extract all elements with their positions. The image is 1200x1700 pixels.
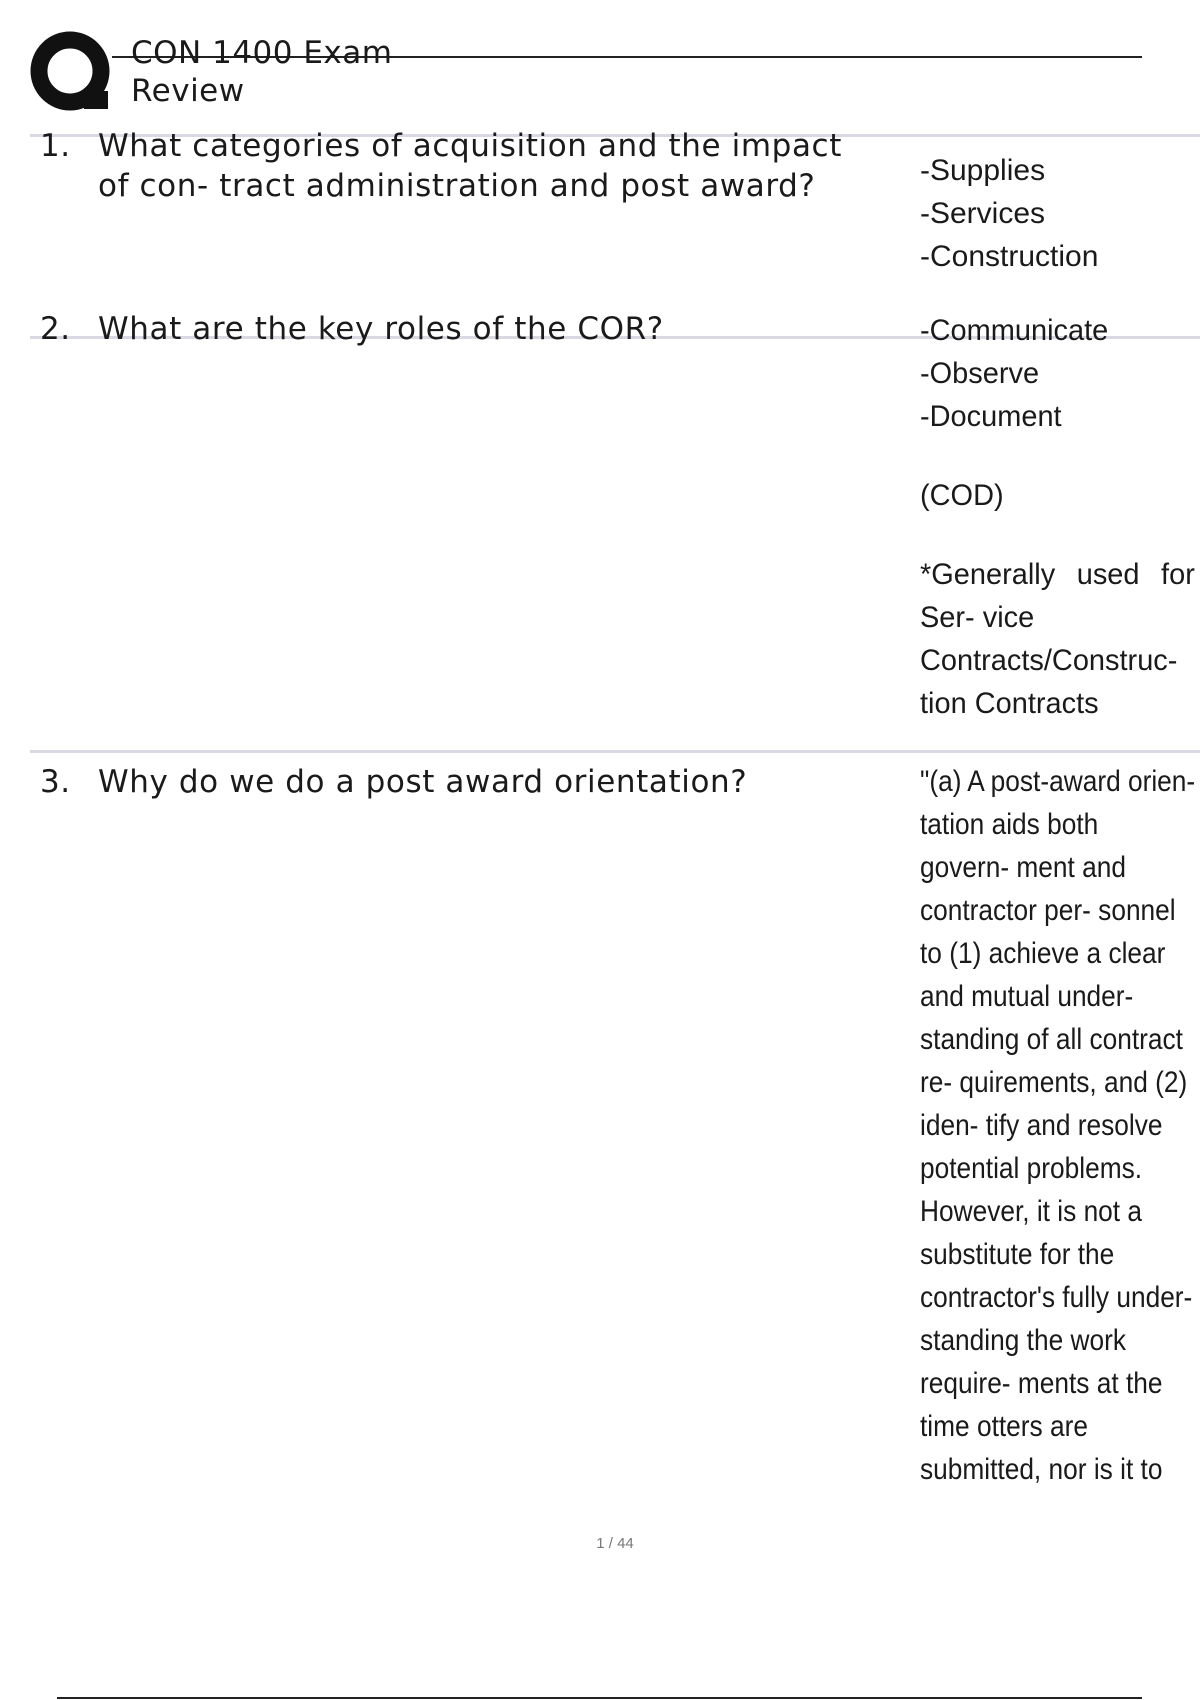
question-number: 3.: [40, 764, 71, 800]
answer-line: re- quirements, and (2): [920, 1066, 1188, 1099]
answer-note-line: [920, 596, 1154, 639]
quizlet-logo-icon: [30, 31, 112, 113]
page-title: [131, 34, 392, 110]
question-line: What categories of acquisition and the impact: [98, 128, 842, 164]
answer-text: [920, 760, 1195, 1491]
answer-line: and mutual under-: [920, 980, 1134, 1013]
question-text: Why do we do a post award orientation?: [98, 764, 748, 800]
answer-acronym: (COD): [920, 479, 1004, 512]
answer-line: standing of all contract: [920, 1023, 1183, 1056]
question-text: What are the key roles of the COR?: [98, 311, 664, 347]
answer-line: "(a) A post-award orien-: [920, 765, 1196, 798]
answer-line: standing the work: [920, 1324, 1126, 1357]
answer-line: submitted, nor is it to: [920, 1453, 1163, 1486]
answer-line: contractor per- sonnel: [920, 894, 1176, 927]
question-text: [98, 126, 888, 206]
answer-line: iden- tify and resolve: [920, 1109, 1163, 1142]
answer-text: [920, 309, 1195, 725]
card-divider: [30, 750, 1200, 753]
answer-line: substitute for the: [920, 1238, 1115, 1271]
answer-line: govern- ment and: [920, 851, 1126, 884]
answer-line: require- ments at the: [920, 1367, 1163, 1400]
footer-rule: [57, 1697, 1142, 1699]
answer-line: potential problems.: [920, 1152, 1143, 1185]
page-title-line2: Review: [131, 73, 245, 109]
answer-line: to (1) achieve a clear: [920, 937, 1166, 970]
answer-note-word: vice: [982, 601, 1035, 634]
question-number: 1.: [40, 128, 71, 164]
answer-line: -Communicate: [920, 314, 1109, 347]
question-line: of con- tract administration and post award?: [98, 168, 816, 204]
answer-note-line: tion Contracts: [920, 687, 1099, 720]
answer-line: time otters are: [920, 1410, 1088, 1443]
page-title-line1: CON 1400 Exam: [131, 35, 393, 71]
answer-line: -Supplies: [920, 154, 1046, 187]
question-number: 2.: [40, 311, 71, 347]
answer-line: -Document: [920, 400, 1062, 433]
answer-note-word: Ser-: [920, 601, 975, 634]
answer-note-line: Contracts/Construc-: [920, 644, 1178, 677]
answer-text: [920, 149, 1195, 278]
answer-line: contractor's fully under-: [920, 1281, 1193, 1314]
answer-line: -Observe: [920, 357, 1040, 390]
answer-line: -Construction: [920, 240, 1099, 273]
page-number: 1 / 44: [596, 1535, 634, 1552]
answer-line: tation aids both: [920, 808, 1099, 841]
answer-line: -Services: [920, 197, 1046, 230]
answer-note-line: *Generally used for: [920, 558, 1195, 591]
answer-line: However, it is not a: [920, 1195, 1143, 1228]
